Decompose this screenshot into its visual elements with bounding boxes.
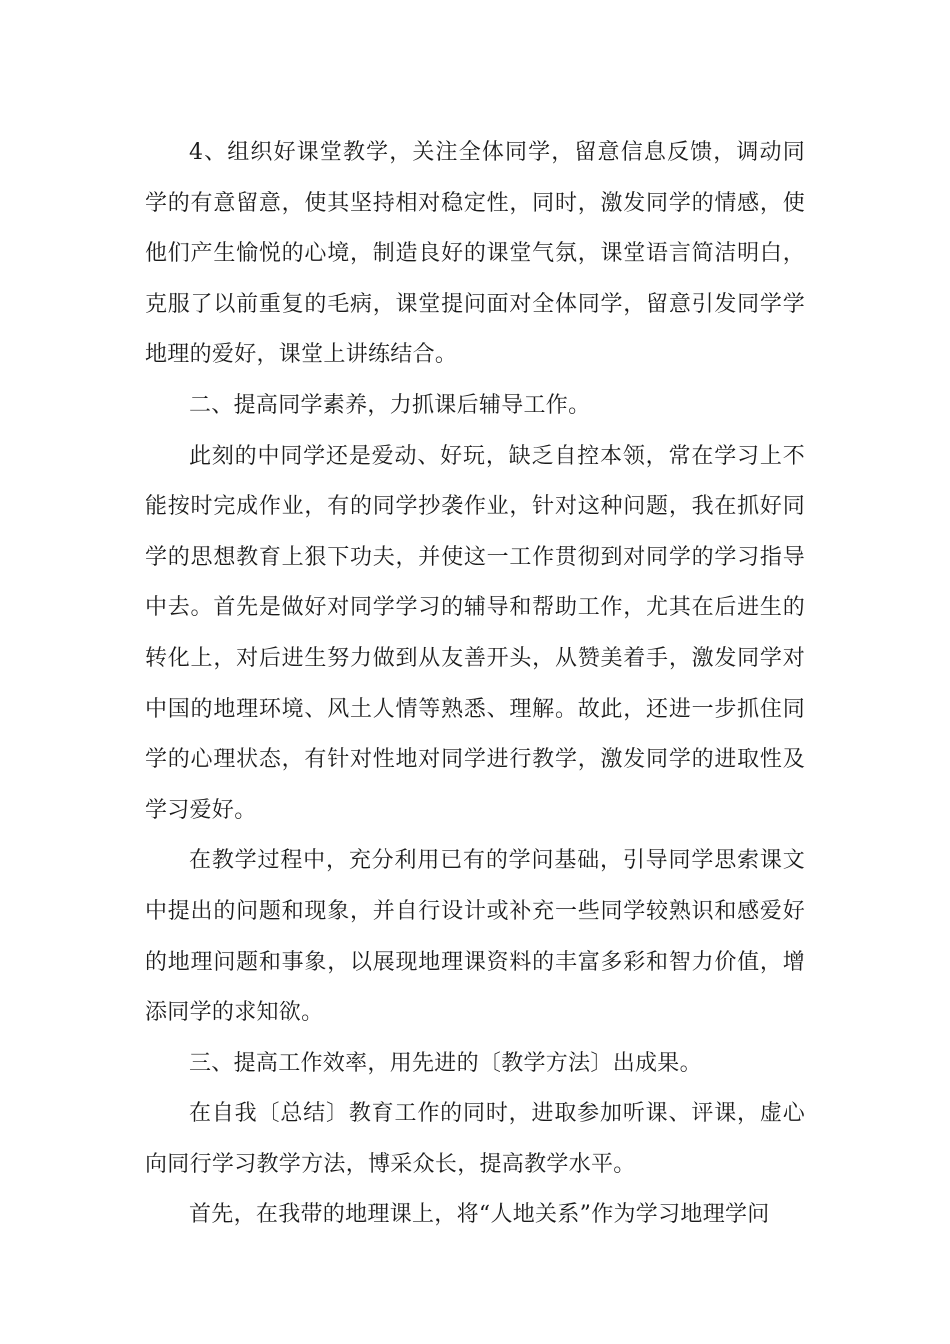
heading-section-three: 三、提高工作效率，用先进的〔教学方法〕出成果。 [189,1050,702,1076]
heading-section-two: 二、提高同学素养，力抓课后辅导工作。 [189,392,591,418]
paragraph-after-class-tutoring: 此刻的中同学还是爱动、好玩，缺乏自控本领，常在学习上不能按时完成作业，有的同学抄袭作业，针对这种问题，我在抓好同学的思想教育上狠下功夫，并使这一工作贯彻到对同学的学习指导中去。首先是做好对同学学习的辅导和帮助工作，尤其在后进生的转化上，对后进生努力做到从友善开头，从赞美着手，激发同学对中国的地理环境、风土人情等熟悉、理解。故此，还进一步抓住同学的心理状态，有针对性地对同学进行教学，激发同学的进取性及学习爱好。 [145,443,805,823]
paragraph-teaching-process: 在教学过程中，充分利用已有的学问基础，引导同学思索课文中提出的问题和现象，并自行设计或补充一些同学较熟识和感爱好的地理问题和事象，以展现地理课资料的丰富多彩和智力价值，增添同学的求知欲。 [145,848,805,1026]
paragraph-classroom-teaching: 4、组织好课堂教学，关注全体同学，留意信息反馈，调动同学的有意留意，使其坚持相对稳定性，同时，激发同学的情感，使他们产生愉悦的心境，制造良好的课堂气氛，课堂语言简洁明白，克服了以前重复的毛病，课堂提问面对全体同学，留意引发同学学地理的爱好，课堂上讲练结合。 [145,140,805,368]
paragraph-human-land-relation: 首先，在我带的地理课上，将“人地关系”作为学习地理学问 [189,1202,770,1228]
paragraph-self-summary: 在自我〔总结〕教育工作的同时，进取参加听课、评课，虚心向同行学习教学方法，博采众长，提高教学水平。 [145,1101,805,1177]
document-body [145,128,805,1241]
